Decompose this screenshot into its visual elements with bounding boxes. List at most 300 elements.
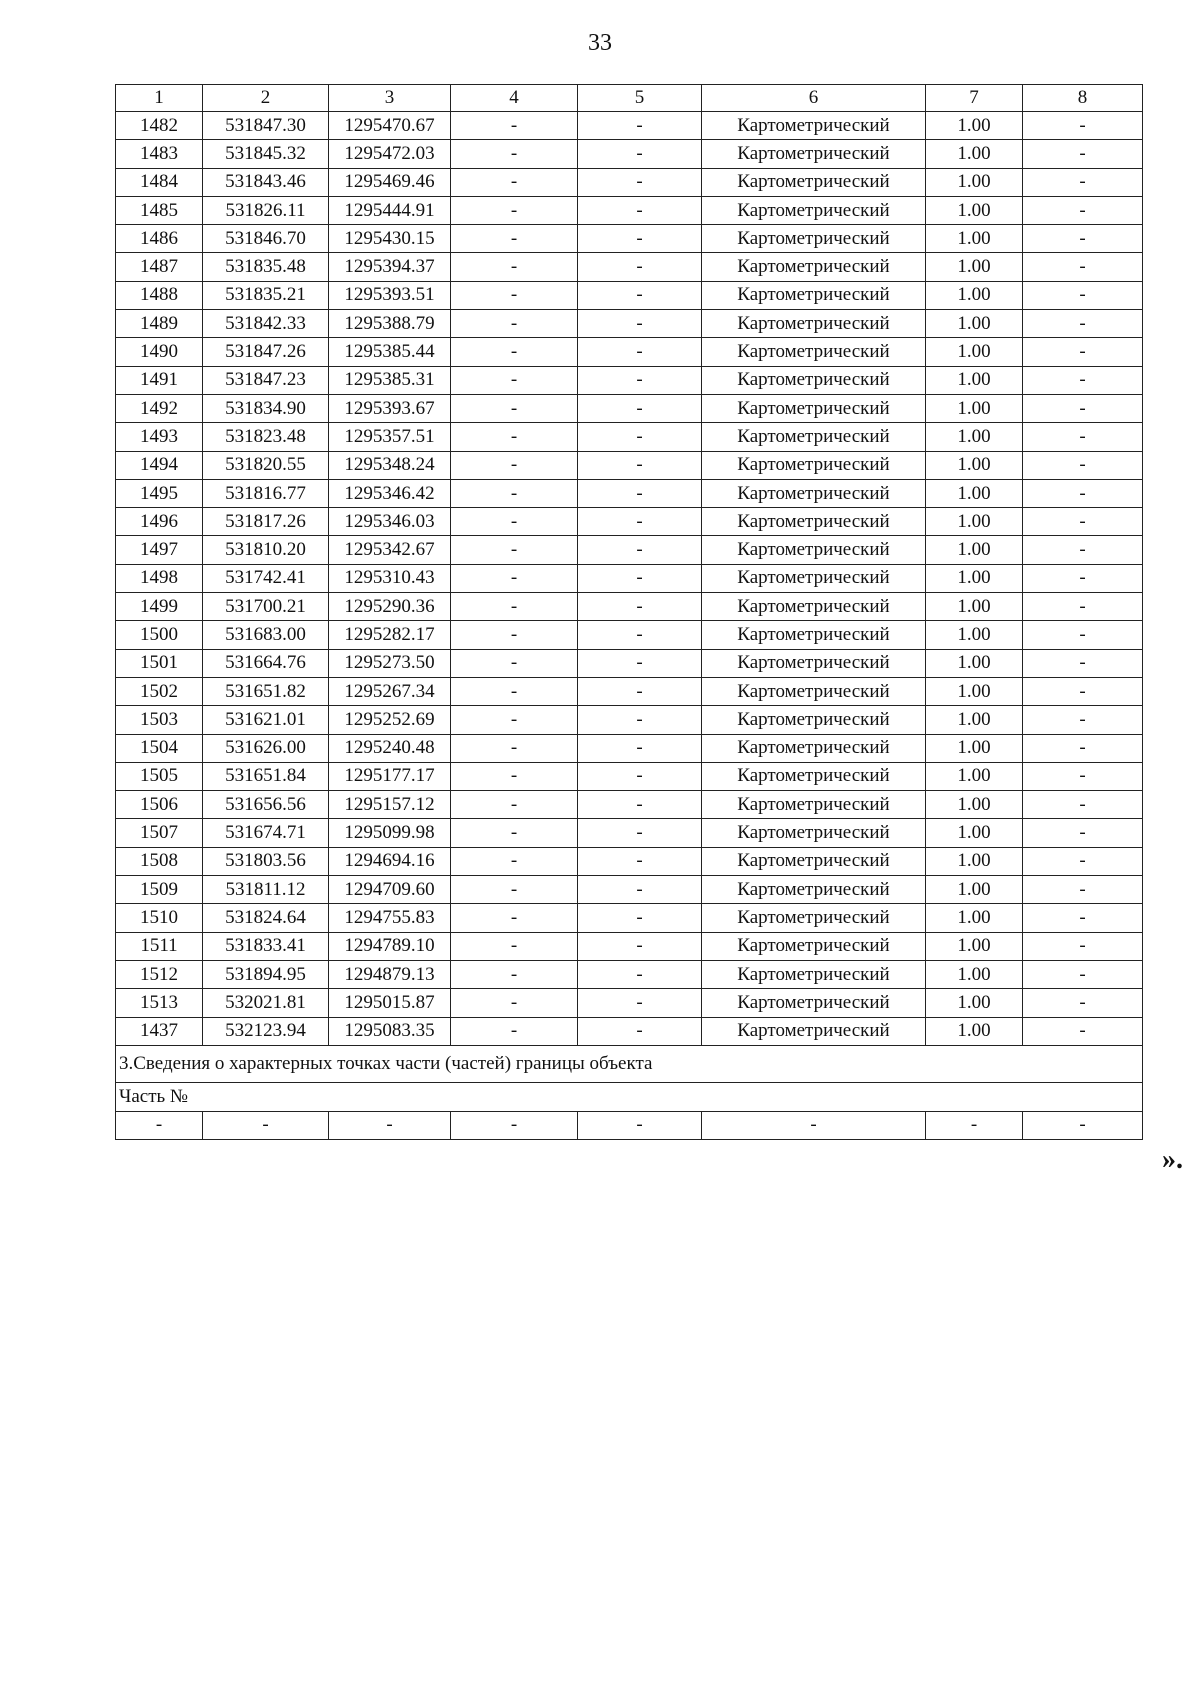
cell-coord-y: 1294789.10: [329, 932, 451, 960]
cell-point-number: 1500: [116, 621, 203, 649]
cell-point-number: 1502: [116, 677, 203, 705]
cell-col-5: -: [578, 706, 702, 734]
cell-point-number: 1486: [116, 225, 203, 253]
empty-cell: -: [926, 1111, 1023, 1139]
cell-coord-x: 531656.56: [203, 791, 329, 819]
cell-precision: 1.00: [926, 112, 1023, 140]
cell-method: Картометрический: [702, 366, 926, 394]
column-header-4: 4: [451, 85, 578, 112]
table-row: [116, 1017, 1143, 1045]
cell-method: Картометрический: [702, 791, 926, 819]
cell-col-8: -: [1023, 225, 1143, 253]
cell-col-5: -: [578, 508, 702, 536]
closing-quote-mark: ».: [1162, 1144, 1183, 1175]
cell-precision: 1.00: [926, 791, 1023, 819]
cell-coord-x: 531626.00: [203, 734, 329, 762]
cell-col-5: -: [578, 423, 702, 451]
table-row: [116, 140, 1143, 168]
cell-col-5: -: [578, 281, 702, 309]
cell-method: Картометрический: [702, 677, 926, 705]
cell-method: Картометрический: [702, 904, 926, 932]
column-header-8: 8: [1023, 85, 1143, 112]
cell-coord-x: 531834.90: [203, 394, 329, 422]
cell-precision: 1.00: [926, 140, 1023, 168]
table-row: [116, 989, 1143, 1017]
cell-col-5: -: [578, 734, 702, 762]
cell-method: Картометрический: [702, 196, 926, 224]
cell-col-8: -: [1023, 451, 1143, 479]
page-number: 33: [588, 30, 612, 56]
cell-method: Картометрический: [702, 593, 926, 621]
cell-coord-y: 1295470.67: [329, 112, 451, 140]
cell-precision: 1.00: [926, 989, 1023, 1017]
table-row: [116, 960, 1143, 988]
cell-col-8: -: [1023, 1017, 1143, 1045]
cell-method: Картометрический: [702, 112, 926, 140]
cell-coord-x: 531820.55: [203, 451, 329, 479]
cell-precision: 1.00: [926, 281, 1023, 309]
cell-precision: 1.00: [926, 734, 1023, 762]
cell-col-5: -: [578, 366, 702, 394]
section-row: [116, 1045, 1143, 1082]
cell-method: Картометрический: [702, 394, 926, 422]
cell-col-5: -: [578, 338, 702, 366]
cell-method: Картометрический: [702, 649, 926, 677]
cell-col-5: -: [578, 479, 702, 507]
cell-col-4: -: [451, 593, 578, 621]
cell-coord-y: 1295430.15: [329, 225, 451, 253]
cell-col-8: -: [1023, 168, 1143, 196]
table-row: [116, 281, 1143, 309]
cell-method: Картометрический: [702, 423, 926, 451]
cell-precision: 1.00: [926, 338, 1023, 366]
cell-col-4: -: [451, 791, 578, 819]
cell-method: Картометрический: [702, 451, 926, 479]
cell-method: Картометрический: [702, 479, 926, 507]
cell-col-8: -: [1023, 479, 1143, 507]
cell-precision: 1.00: [926, 253, 1023, 281]
cell-point-number: 1513: [116, 989, 203, 1017]
cell-col-5: -: [578, 649, 702, 677]
cell-col-8: -: [1023, 310, 1143, 338]
cell-point-number: 1490: [116, 338, 203, 366]
cell-point-number: 1501: [116, 649, 203, 677]
cell-coord-x: 531847.23: [203, 366, 329, 394]
cell-point-number: 1483: [116, 140, 203, 168]
cell-point-number: 1485: [116, 196, 203, 224]
cell-col-8: -: [1023, 989, 1143, 1017]
cell-coord-y: 1295342.67: [329, 536, 451, 564]
cell-col-5: -: [578, 762, 702, 790]
cell-col-4: -: [451, 451, 578, 479]
cell-coord-x: 532021.81: [203, 989, 329, 1017]
cell-coord-y: 1295346.42: [329, 479, 451, 507]
cell-coord-y: 1295469.46: [329, 168, 451, 196]
cell-method: Картометрический: [702, 225, 926, 253]
cell-precision: 1.00: [926, 508, 1023, 536]
empty-cell: -: [203, 1111, 329, 1139]
empty-cell: -: [1023, 1111, 1143, 1139]
cell-coord-y: 1295282.17: [329, 621, 451, 649]
cell-method: Картометрический: [702, 706, 926, 734]
cell-coord-x: 531894.95: [203, 960, 329, 988]
cell-col-8: -: [1023, 338, 1143, 366]
cell-col-8: -: [1023, 394, 1143, 422]
table-row: [116, 932, 1143, 960]
empty-part-row: [116, 1111, 1143, 1139]
cell-coord-x: 531700.21: [203, 593, 329, 621]
cell-col-4: -: [451, 366, 578, 394]
cell-coord-x: 531833.41: [203, 932, 329, 960]
cell-col-8: -: [1023, 564, 1143, 592]
cell-method: Картометрический: [702, 253, 926, 281]
cell-col-4: -: [451, 762, 578, 790]
cell-coord-y: 1295252.69: [329, 706, 451, 734]
cell-coord-y: 1295267.34: [329, 677, 451, 705]
cell-point-number: 1507: [116, 819, 203, 847]
cell-point-number: 1498: [116, 564, 203, 592]
table-row: [116, 536, 1143, 564]
cell-col-4: -: [451, 536, 578, 564]
table-row: [116, 394, 1143, 422]
cell-col-5: -: [578, 112, 702, 140]
cell-col-8: -: [1023, 960, 1143, 988]
cell-precision: 1.00: [926, 932, 1023, 960]
cell-coord-y: 1295388.79: [329, 310, 451, 338]
cell-coord-x: 531824.64: [203, 904, 329, 932]
cell-coord-x: 531664.76: [203, 649, 329, 677]
table-row: [116, 310, 1143, 338]
cell-col-4: -: [451, 196, 578, 224]
cell-col-8: -: [1023, 621, 1143, 649]
table-row: [116, 677, 1143, 705]
cell-point-number: 1510: [116, 904, 203, 932]
cell-coord-y: 1295240.48: [329, 734, 451, 762]
cell-precision: 1.00: [926, 876, 1023, 904]
cell-coord-y: 1295385.44: [329, 338, 451, 366]
column-header-6: 6: [702, 85, 926, 112]
cell-point-number: 1437: [116, 1017, 203, 1045]
cell-col-5: -: [578, 819, 702, 847]
cell-precision: 1.00: [926, 621, 1023, 649]
cell-col-4: -: [451, 847, 578, 875]
cell-col-5: -: [578, 593, 702, 621]
cell-col-4: -: [451, 253, 578, 281]
cell-col-8: -: [1023, 904, 1143, 932]
cell-coord-y: 1295157.12: [329, 791, 451, 819]
cell-coord-x: 531835.48: [203, 253, 329, 281]
table-row: [116, 621, 1143, 649]
cell-col-5: -: [578, 904, 702, 932]
cell-coord-y: 1295394.37: [329, 253, 451, 281]
cell-coord-y: 1295393.51: [329, 281, 451, 309]
cell-coord-x: 531811.12: [203, 876, 329, 904]
table-row: [116, 876, 1143, 904]
cell-point-number: 1509: [116, 876, 203, 904]
cell-coord-x: 531621.01: [203, 706, 329, 734]
cell-col-8: -: [1023, 593, 1143, 621]
cell-point-number: 1511: [116, 932, 203, 960]
cell-col-5: -: [578, 791, 702, 819]
cell-col-4: -: [451, 734, 578, 762]
cell-method: Картометрический: [702, 621, 926, 649]
cell-col-4: -: [451, 394, 578, 422]
cell-method: Картометрический: [702, 508, 926, 536]
cell-col-8: -: [1023, 281, 1143, 309]
cell-point-number: 1495: [116, 479, 203, 507]
cell-col-4: -: [451, 677, 578, 705]
cell-coord-y: 1294709.60: [329, 876, 451, 904]
cell-col-4: -: [451, 960, 578, 988]
cell-point-number: 1492: [116, 394, 203, 422]
cell-coord-x: 531651.84: [203, 762, 329, 790]
empty-cell: -: [702, 1111, 926, 1139]
cell-col-4: -: [451, 932, 578, 960]
cell-precision: 1.00: [926, 310, 1023, 338]
cell-method: Картометрический: [702, 734, 926, 762]
cell-col-8: -: [1023, 734, 1143, 762]
cell-precision: 1.00: [926, 423, 1023, 451]
cell-precision: 1.00: [926, 904, 1023, 932]
cell-col-5: -: [578, 310, 702, 338]
cell-precision: 1.00: [926, 479, 1023, 507]
cell-precision: 1.00: [926, 960, 1023, 988]
table-row: [116, 112, 1143, 140]
cell-precision: 1.00: [926, 847, 1023, 875]
empty-cell: -: [329, 1111, 451, 1139]
cell-col-8: -: [1023, 706, 1143, 734]
cell-col-4: -: [451, 819, 578, 847]
cell-coord-y: 1295348.24: [329, 451, 451, 479]
cell-point-number: 1508: [116, 847, 203, 875]
cell-col-8: -: [1023, 819, 1143, 847]
cell-col-4: -: [451, 989, 578, 1017]
cell-col-4: -: [451, 649, 578, 677]
cell-col-8: -: [1023, 649, 1143, 677]
cell-col-4: -: [451, 140, 578, 168]
cell-coord-x: 531651.82: [203, 677, 329, 705]
cell-col-5: -: [578, 621, 702, 649]
cell-precision: 1.00: [926, 564, 1023, 592]
column-header-3: 3: [329, 85, 451, 112]
column-header-7: 7: [926, 85, 1023, 112]
cell-point-number: 1503: [116, 706, 203, 734]
column-header-1: 1: [116, 85, 203, 112]
part-label: Часть №: [116, 1082, 1143, 1111]
cell-col-4: -: [451, 621, 578, 649]
cell-coord-y: 1294755.83: [329, 904, 451, 932]
cell-coord-x: 531817.26: [203, 508, 329, 536]
cell-col-5: -: [578, 932, 702, 960]
cell-col-4: -: [451, 310, 578, 338]
cell-col-8: -: [1023, 932, 1143, 960]
cell-method: Картометрический: [702, 876, 926, 904]
cell-method: Картометрический: [702, 564, 926, 592]
cell-col-4: -: [451, 508, 578, 536]
cell-col-8: -: [1023, 196, 1143, 224]
column-header-5: 5: [578, 85, 702, 112]
cell-method: Картометрический: [702, 168, 926, 196]
cell-col-4: -: [451, 281, 578, 309]
cell-point-number: 1484: [116, 168, 203, 196]
cell-coord-x: 531847.30: [203, 112, 329, 140]
cell-point-number: 1499: [116, 593, 203, 621]
cell-col-5: -: [578, 960, 702, 988]
table-row: [116, 366, 1143, 394]
cell-col-5: -: [578, 847, 702, 875]
cell-method: Картометрический: [702, 536, 926, 564]
table-row: [116, 734, 1143, 762]
cell-point-number: 1482: [116, 112, 203, 140]
cell-coord-y: 1295393.67: [329, 394, 451, 422]
cell-col-8: -: [1023, 366, 1143, 394]
cell-point-number: 1494: [116, 451, 203, 479]
cell-col-4: -: [451, 904, 578, 932]
cell-col-8: -: [1023, 508, 1143, 536]
cell-col-8: -: [1023, 253, 1143, 281]
cell-precision: 1.00: [926, 819, 1023, 847]
cell-coord-x: 531683.00: [203, 621, 329, 649]
cell-col-4: -: [451, 706, 578, 734]
cell-col-4: -: [451, 564, 578, 592]
cell-precision: 1.00: [926, 196, 1023, 224]
cell-coord-x: 531842.33: [203, 310, 329, 338]
table-row: [116, 593, 1143, 621]
cell-col-8: -: [1023, 140, 1143, 168]
cell-col-5: -: [578, 677, 702, 705]
cell-col-4: -: [451, 168, 578, 196]
cell-precision: 1.00: [926, 593, 1023, 621]
cell-col-5: -: [578, 876, 702, 904]
cell-col-8: -: [1023, 536, 1143, 564]
cell-coord-x: 531846.70: [203, 225, 329, 253]
table-row: [116, 196, 1143, 224]
cell-coord-y: 1295015.87: [329, 989, 451, 1017]
cell-precision: 1.00: [926, 394, 1023, 422]
cell-point-number: 1491: [116, 366, 203, 394]
cell-coord-x: 531847.26: [203, 338, 329, 366]
cell-col-4: -: [451, 338, 578, 366]
cell-col-4: -: [451, 112, 578, 140]
cell-coord-y: 1294694.16: [329, 847, 451, 875]
cell-coord-x: 531843.46: [203, 168, 329, 196]
cell-col-8: -: [1023, 876, 1143, 904]
table-row: [116, 423, 1143, 451]
cell-method: Картометрический: [702, 140, 926, 168]
empty-cell: -: [451, 1111, 578, 1139]
cell-precision: 1.00: [926, 366, 1023, 394]
cell-point-number: 1493: [116, 423, 203, 451]
cell-coord-y: 1295310.43: [329, 564, 451, 592]
cell-col-5: -: [578, 989, 702, 1017]
table-row: [116, 791, 1143, 819]
table-row: [116, 706, 1143, 734]
cell-coord-x: 531823.48: [203, 423, 329, 451]
cell-coord-y: 1295273.50: [329, 649, 451, 677]
cell-point-number: 1489: [116, 310, 203, 338]
cell-coord-y: 1295290.36: [329, 593, 451, 621]
cell-precision: 1.00: [926, 706, 1023, 734]
cell-coord-x: 531674.71: [203, 819, 329, 847]
table-row: [116, 819, 1143, 847]
table-row: [116, 847, 1143, 875]
cell-col-4: -: [451, 225, 578, 253]
table-row: [116, 225, 1143, 253]
table-row: [116, 479, 1143, 507]
cell-coord-y: 1295385.31: [329, 366, 451, 394]
section-title: 3.Сведения о характерных точках части (частей) границы объекта: [116, 1045, 1143, 1082]
cell-coord-x: 531835.21: [203, 281, 329, 309]
cell-precision: 1.00: [926, 677, 1023, 705]
cell-method: Картометрический: [702, 762, 926, 790]
table-row: [116, 904, 1143, 932]
table-row: [116, 168, 1143, 196]
cell-point-number: 1506: [116, 791, 203, 819]
cell-coord-x: 531826.11: [203, 196, 329, 224]
cell-col-5: -: [578, 225, 702, 253]
cell-col-5: -: [578, 140, 702, 168]
cell-point-number: 1487: [116, 253, 203, 281]
table-row: [116, 508, 1143, 536]
cell-col-5: -: [578, 564, 702, 592]
cell-col-5: -: [578, 196, 702, 224]
cell-precision: 1.00: [926, 168, 1023, 196]
cell-col-5: -: [578, 1017, 702, 1045]
cell-point-number: 1512: [116, 960, 203, 988]
cell-col-8: -: [1023, 112, 1143, 140]
cell-coord-y: 1295099.98: [329, 819, 451, 847]
cell-method: Картометрический: [702, 338, 926, 366]
cell-point-number: 1505: [116, 762, 203, 790]
cell-precision: 1.00: [926, 451, 1023, 479]
cell-method: Картометрический: [702, 989, 926, 1017]
cell-point-number: 1496: [116, 508, 203, 536]
table-row: [116, 564, 1143, 592]
table-row: [116, 253, 1143, 281]
cell-method: Картометрический: [702, 932, 926, 960]
cell-point-number: 1488: [116, 281, 203, 309]
table-row: [116, 649, 1143, 677]
cell-precision: 1.00: [926, 762, 1023, 790]
cell-col-4: -: [451, 479, 578, 507]
cell-coord-y: 1295346.03: [329, 508, 451, 536]
cell-method: Картометрический: [702, 847, 926, 875]
cell-precision: 1.00: [926, 649, 1023, 677]
column-header-2: 2: [203, 85, 329, 112]
cell-col-4: -: [451, 1017, 578, 1045]
cell-col-8: -: [1023, 847, 1143, 875]
cell-coord-x: 531803.56: [203, 847, 329, 875]
cell-col-8: -: [1023, 677, 1143, 705]
cell-precision: 1.00: [926, 225, 1023, 253]
cell-coord-y: 1295177.17: [329, 762, 451, 790]
cell-col-8: -: [1023, 791, 1143, 819]
cell-point-number: 1504: [116, 734, 203, 762]
cell-coord-x: 531845.32: [203, 140, 329, 168]
empty-cell: -: [578, 1111, 702, 1139]
cell-method: Картометрический: [702, 819, 926, 847]
cell-col-4: -: [451, 423, 578, 451]
cell-coord-y: 1295083.35: [329, 1017, 451, 1045]
cell-coord-x: 531816.77: [203, 479, 329, 507]
cell-point-number: 1497: [116, 536, 203, 564]
cell-col-5: -: [578, 253, 702, 281]
cell-col-8: -: [1023, 762, 1143, 790]
cell-coord-y: 1294879.13: [329, 960, 451, 988]
table-body: [116, 112, 1143, 1046]
cell-precision: 1.00: [926, 536, 1023, 564]
cell-col-5: -: [578, 394, 702, 422]
